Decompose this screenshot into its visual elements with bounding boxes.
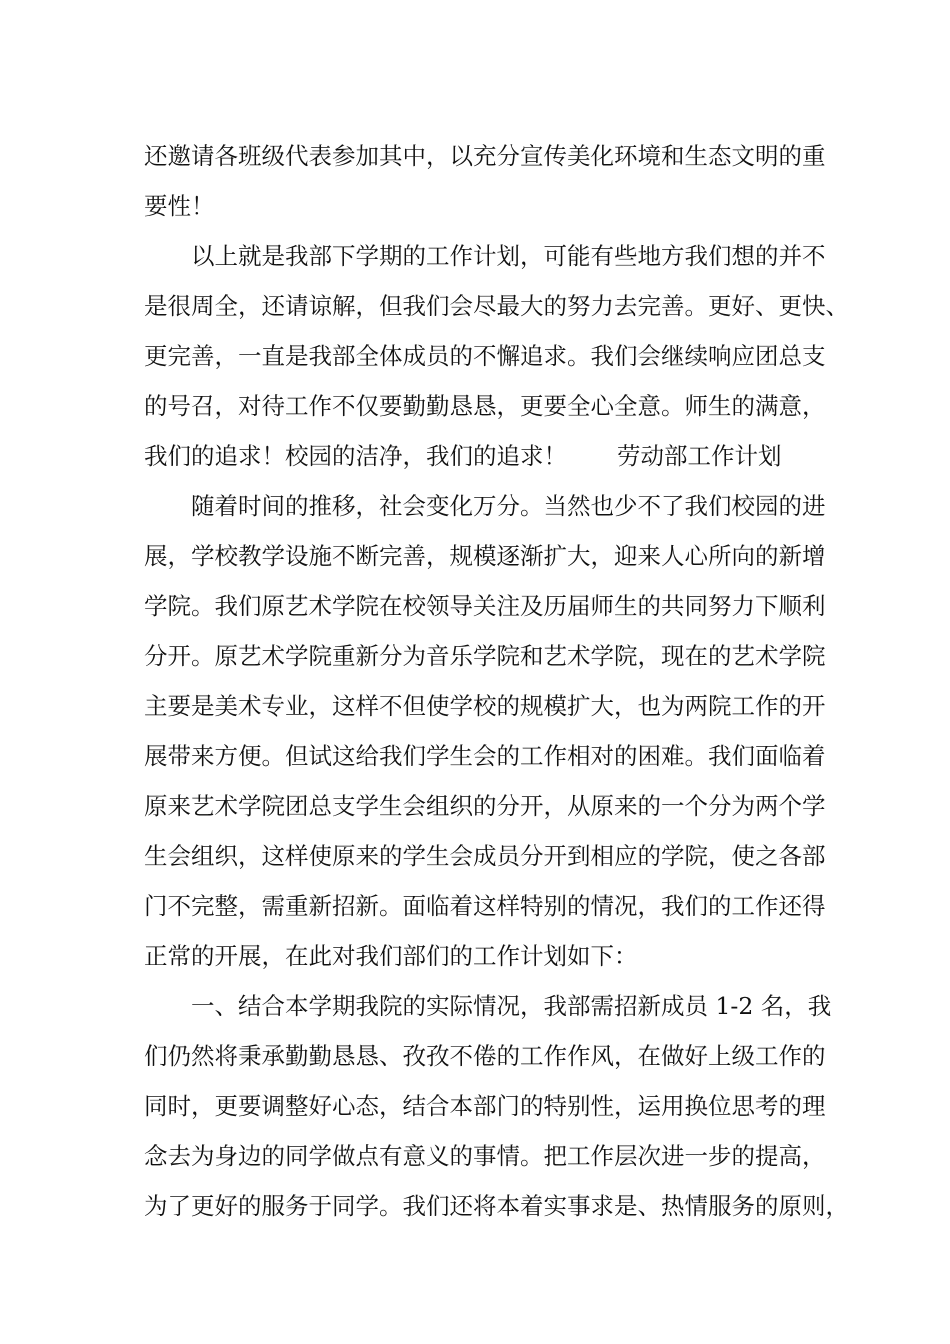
text-line: 念去为身边的同学做点有意义的事情。把工作层次进一步的提高， (144, 1142, 826, 1170)
text-line: 我们的追求！校园的洁净，我们的追求！ (144, 442, 567, 470)
paragraph-start-line: 以上就是我部下学期的工作计划，可能有些地方我们想的并不 (191, 242, 826, 270)
text-line: 是很周全，还请谅解，但我们会尽最大的努力去完善。更好、更快、 (144, 292, 849, 320)
text-line: 同时，更要调整好心态，结合本部门的特别性，运用换位思考的理 (144, 1092, 826, 1120)
text-line: 门不完整，需重新招新。面临着这样特别的情况，我们的工作还得 (144, 892, 826, 920)
section-title: 劳动部工作计划 (617, 442, 782, 470)
text-line-with-heading (144, 431, 844, 481)
text-line: 更完善，一直是我部全体成员的不懈追求。我们会继续响应团总支 (144, 342, 826, 370)
paragraph-start-line: 一、结合本学期我院的实际情况，我部需招新成员 1-2 名，我 (191, 992, 832, 1020)
text-line: 的号召，对待工作不仅要勤勤恳恳，更要全心全意。师生的满意， (144, 392, 826, 420)
text-line: 生会组织，这样使原来的学生会成员分开到相应的学院，使之各部 (144, 842, 826, 870)
text-line: 分开。原艺术学院重新分为音乐学院和艺术学院，现在的艺术学院 (144, 642, 826, 670)
text-line: 们仍然将秉承勤勤恳恳、孜孜不倦的工作作风，在做好上级工作的 (144, 1042, 826, 1070)
text-line: 还邀请各班级代表参加其中，以充分宣传美化环境和生态文明的重 (144, 142, 826, 170)
text-line: 为了更好的服务于同学。我们还将本着实事求是、热情服务的原则， (144, 1192, 849, 1220)
text-line: 学院。我们原艺术学院在校领导关注及历届师生的共同努力下顺利 (144, 592, 826, 620)
paragraph-start-line: 随着时间的推移，社会变化万分。当然也少不了我们校园的进 (191, 492, 826, 520)
text-line: 正常的开展，在此对我们部们的工作计划如下： (144, 942, 638, 970)
text-line: 要性！ (144, 192, 215, 220)
body-text (144, 131, 849, 1231)
text-line: 展带来方便。但试这给我们学生会的工作相对的困难。我们面临着 (144, 742, 826, 770)
text-line: 原来艺术学院团总支学生会组织的分开，从原来的一个分为两个学 (144, 792, 826, 820)
text-line: 主要是美术专业，这样不但使学校的规模扩大，也为两院工作的开 (144, 692, 826, 720)
text-line: 展，学校教学设施不断完善，规模逐渐扩大，迎来人心所向的新增 (144, 542, 826, 570)
